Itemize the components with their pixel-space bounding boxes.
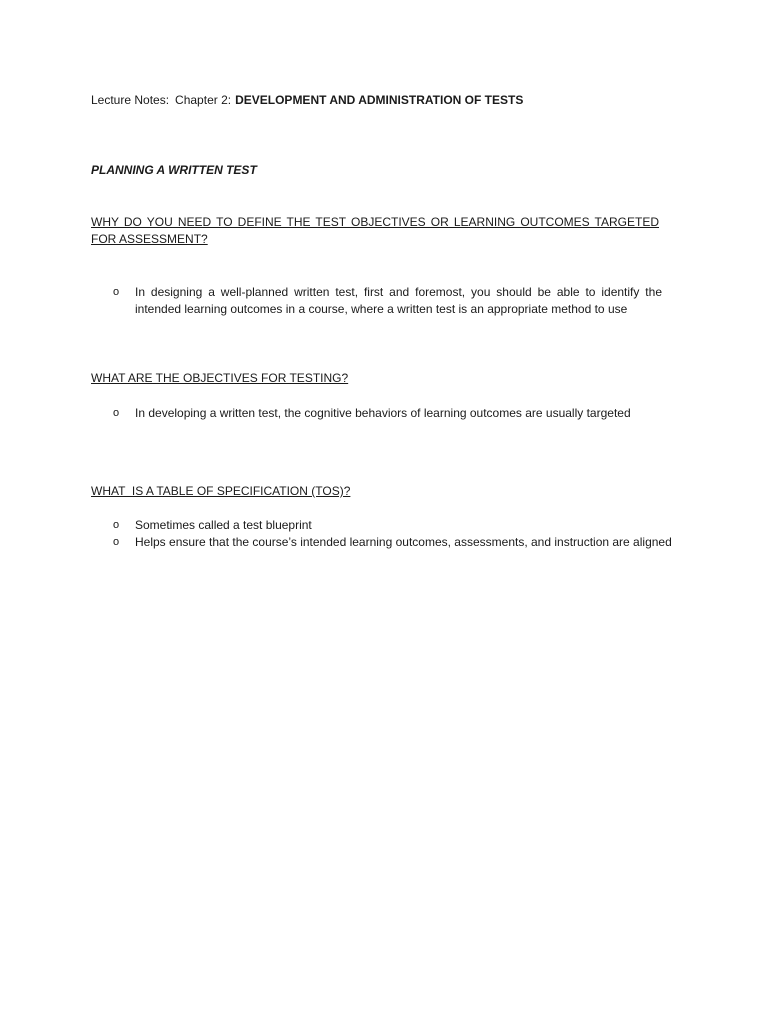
list-item bbox=[113, 405, 662, 422]
header-chapter: Chapter 2: bbox=[175, 93, 232, 107]
bullet-marker: o bbox=[113, 519, 120, 531]
section-title: PLANNING A WRITTEN TEST bbox=[91, 163, 257, 177]
list-item bbox=[113, 534, 675, 551]
bullet-list bbox=[113, 405, 662, 422]
question-heading: WHAT ARE THE OBJECTIVES FOR TESTING? bbox=[91, 371, 349, 385]
list-item-text: In developing a written test, the cognitive behaviors of learning outcomes are usually targeted bbox=[135, 406, 631, 420]
bullet-marker: o bbox=[113, 286, 120, 298]
list-item bbox=[113, 517, 675, 534]
header-label: Lecture Notes: bbox=[91, 93, 170, 107]
list-item bbox=[113, 284, 662, 318]
list-item-text: Sometimes called a test blueprint bbox=[135, 518, 312, 532]
list-item-text: In designing a well-planned written test, first and foremost, you should be able to identify the intended learning outcomes in a course, where a written test is an appropriate method to use bbox=[135, 285, 662, 316]
bullet-list bbox=[113, 517, 675, 551]
question-heading: WHY DO YOU NEED TO DEFINE THE TEST OBJECTIVES OR LEARNING OUTCOMES TARGETED FOR ASSESSMENT? bbox=[91, 215, 659, 246]
lecture-header bbox=[91, 92, 523, 109]
bullet-list bbox=[113, 284, 662, 318]
bullet-marker: o bbox=[113, 407, 120, 419]
bullet-marker: o bbox=[113, 536, 120, 548]
header-title: DEVELOPMENT AND ADMINISTRATION OF TESTS bbox=[235, 93, 524, 107]
list-item-text: Helps ensure that the course’s intended learning outcomes, assessments, and instruction are aligned bbox=[135, 535, 672, 549]
question-heading: WHAT IS A TABLE OF SPECIFICATION (TOS)? bbox=[91, 484, 351, 498]
